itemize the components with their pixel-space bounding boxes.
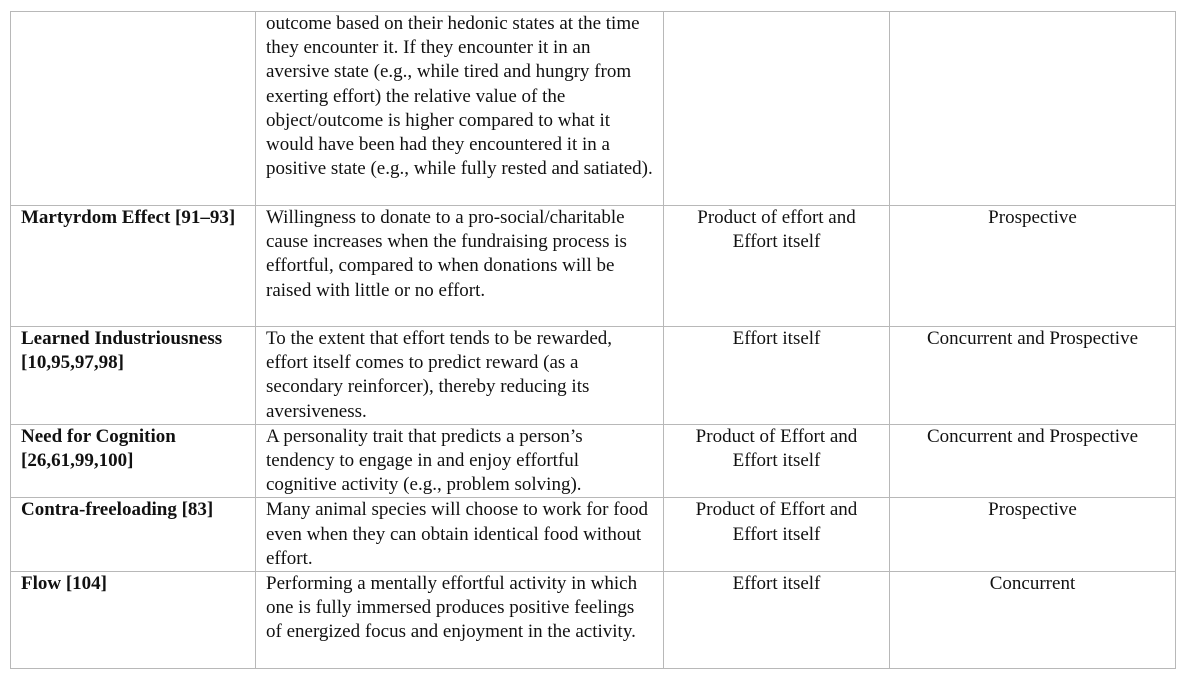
valued-aspect-cell: Effort itself xyxy=(664,327,890,425)
table-row xyxy=(11,12,1176,206)
table-row xyxy=(11,206,1176,327)
definition-cell: Performing a mentally effortful activity in which one is fully immersed produces positive feelings of energized focus and enjoyment in the activity. xyxy=(256,572,664,669)
term-cell: Learned Industriousness [10,95,97,98] xyxy=(11,327,256,425)
definition-cell: Willingness to donate to a pro-social/charitable cause increases when the fundraising process is effortful, compared to when donations will be raised with little or no effort. xyxy=(256,206,664,327)
timing-cell: Prospective xyxy=(890,206,1176,327)
valued-aspect-cell: Product of effort and Effort itself xyxy=(664,206,890,327)
valued-aspect-cell: Product of Effort and Effort itself xyxy=(664,498,890,572)
valued-aspect-cell xyxy=(664,12,890,206)
timing-cell: Concurrent and Prospective xyxy=(890,327,1176,425)
definition-cell: Many animal species will choose to work for food even when they can obtain identical food without effort. xyxy=(256,498,664,572)
table-row xyxy=(11,424,1176,498)
effort-phenomena-table xyxy=(10,11,1176,669)
term-cell: Flow [104] xyxy=(11,572,256,669)
definition-cell: outcome based on their hedonic states at the time they encounter it. If they encounter it in an aversive state (e.g., while tired and hungry from exerting effort) the relative value of the object/outcome is higher compared to what it would have been had they encountered it in a positive state (e.g., while fully rested and satiated). xyxy=(256,12,664,206)
term-cell: Martyrdom Effect [91–93] xyxy=(11,206,256,327)
table-row xyxy=(11,327,1176,425)
timing-cell: Concurrent and Prospective xyxy=(890,424,1176,498)
definition-cell: A personality trait that predicts a person’s tendency to engage in and enjoy effortful cognitive activity (e.g., problem solving). xyxy=(256,424,664,498)
timing-cell: Concurrent xyxy=(890,572,1176,669)
table-row xyxy=(11,498,1176,572)
valued-aspect-cell: Product of Effort and Effort itself xyxy=(664,424,890,498)
timing-cell xyxy=(890,12,1176,206)
valued-aspect-cell: Effort itself xyxy=(664,572,890,669)
term-cell xyxy=(11,12,256,206)
definition-cell: To the extent that effort tends to be rewarded, effort itself comes to predict reward (as a secondary reinforcer), thereby reducing its aversiveness. xyxy=(256,327,664,425)
term-cell: Contra-freeloading [83] xyxy=(11,498,256,572)
timing-cell: Prospective xyxy=(890,498,1176,572)
table-row xyxy=(11,572,1176,669)
term-cell: Need for Cognition [26,61,99,100] xyxy=(11,424,256,498)
